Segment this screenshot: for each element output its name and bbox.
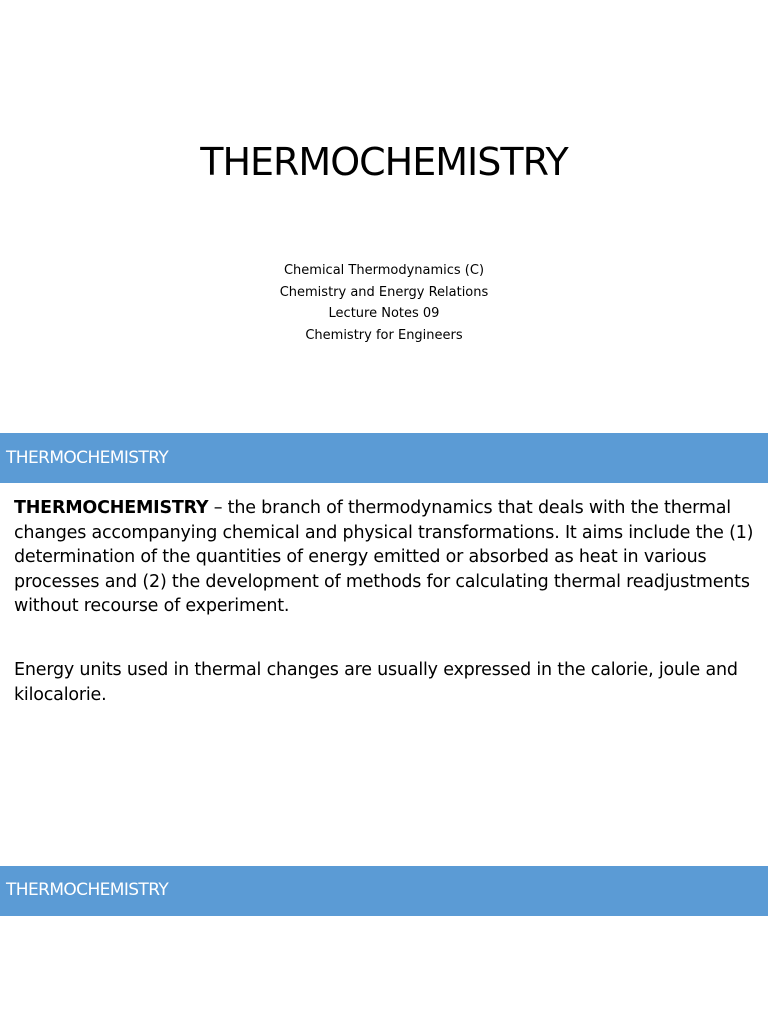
subtitle-topic: Chemistry and Energy Relations [279,284,489,300]
energy-units-paragraph: Energy units used in thermal changes are usually expressed in the calorie, joule and kilocalorie. [14,660,738,705]
definition-text: – the branch of thermodynamics that deals with the thermal changes accompanying chemical and physical transformations. It aims include the (1) determination of the quantities of energy emitted or absorbed as heat in various processes and (2) the development of methods for calculating thermal readjustments without recourse of experiment. [14,498,754,616]
slide-3-header: THERMOCHEMISTRY [0,866,768,916]
subtitle-audience: Chemistry for Engineers [305,327,463,343]
page-title: THERMOCHEMISTRY [200,140,568,184]
slide-2-header: THERMOCHEMISTRY [0,433,768,483]
definition-term: THERMOCHEMISTRY [14,498,209,518]
subtitle-block [0,260,768,346]
subtitle-lecture-number: Lecture Notes 09 [328,306,440,321]
subtitle-course: Chemical Thermodynamics (C) [283,263,485,278]
definition-paragraph [14,496,754,619]
title-slide [0,0,768,432]
